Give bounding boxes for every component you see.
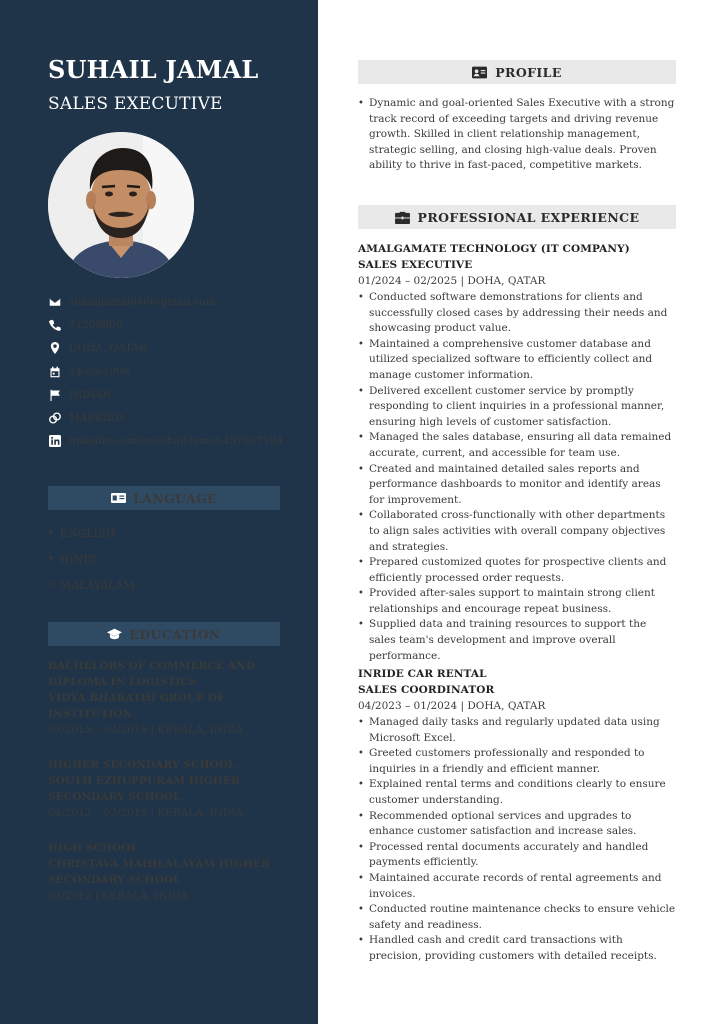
education-degree: BACHELORS OF COMMERCE AND <box>48 660 255 672</box>
profile-photo-image <box>48 132 194 278</box>
language-item: • MALAYALAM <box>48 572 135 598</box>
language-heading-text: LANGUAGE <box>132 490 218 506</box>
education-details: 03/2012 | KERALA, INDIA <box>48 890 188 902</box>
job-duty: • Recommended optional services and upgrades to enhance customer satisfaction and increase sales. <box>358 809 676 840</box>
profile-photo <box>48 132 194 278</box>
contact-nationality-text: INDIAN <box>69 388 112 401</box>
education-school: SOUTH EZHUPPURAM HIGHER <box>48 775 240 787</box>
education-degree-cont: DIPLOMA IN LOGISTICS <box>48 676 197 688</box>
linkedin-icon <box>48 434 62 448</box>
profile-summary-text: • Dynamic and goal-oriented Sales Executive with a strong track record of exceeding targets and driving revenue growth. Skilled in client relationship management, strategic selling, and closing high-value deals. Proven ability to thrive in fast-paced, competitive markets. <box>358 96 676 174</box>
candidate-title: SALES EXECUTIVE <box>48 94 223 114</box>
education-school: VIDYA BHARATHI GROUP OF <box>48 692 225 704</box>
graduation-cap-icon <box>107 628 122 640</box>
education-details: 07/2015 – 04/2018 | KERALA, INDIA <box>48 724 244 736</box>
envelope-icon <box>48 295 62 309</box>
experience-heading <box>358 205 676 229</box>
candidate-name: SUHAIL JAMAL <box>48 55 259 84</box>
education-school-cont: SECONDARY SCHOOL <box>48 874 181 886</box>
education-school: CHRISTAVA MAHILALAYAM HIGHER <box>48 858 270 870</box>
profile-summary <box>358 96 676 174</box>
experience-heading-text: PROFESSIONAL EXPERIENCE <box>417 209 640 225</box>
job-entry <box>358 241 676 664</box>
job-duties <box>358 715 676 965</box>
id-card-icon <box>472 66 487 79</box>
job-dates-location: 04/2023 – 01/2024 | DOHA, QATAR <box>358 700 546 712</box>
job-duty: • Conducted software demonstrations for clients and successfully closed cases by addressing their needs and showcasing product value. <box>358 290 676 337</box>
education-degree: HIGHER SECONDARY SCHOOL <box>48 759 236 771</box>
job-duty: • Prepared customized quotes for prospective clients and efficiently processed order requests. <box>358 555 676 586</box>
job-duty: • Processed rental documents accurately and handled payments efficiently. <box>358 840 676 871</box>
language-icon <box>111 492 126 504</box>
education-entry <box>48 840 288 904</box>
language-list <box>48 520 135 598</box>
job-duty: • Supplied data and training resources to support the sales team's development and improve overall performance. <box>358 617 676 664</box>
education-details: 04/2012 – 07/2015 | KERALA, INDIA <box>48 807 244 819</box>
job-duties <box>358 290 676 664</box>
language-item: • ENGLISH <box>48 520 135 546</box>
contact-phone[interactable] <box>48 313 288 336</box>
job-title: SALES EXECUTIVE <box>358 259 473 271</box>
job-duty: • Collaborated cross-functionally with other departments to align sales activities with overall company objectives and strategies. <box>358 508 676 555</box>
contact-email-text: suhailjamal040@gmail.com <box>69 295 216 308</box>
contact-phone-text: 71208809 <box>69 318 123 331</box>
job-duty: • Greeted customers professionally and responded to inquiries in a friendly and efficient manner. <box>358 746 676 777</box>
job-company: INRIDE CAR RENTAL <box>358 668 487 680</box>
calendar-icon <box>48 365 62 379</box>
contact-linkedin-text: linkedin.com/in/suhail-jamal-457527194 <box>69 435 283 448</box>
profile-heading-text: PROFILE <box>495 64 562 80</box>
job-entry <box>358 666 676 965</box>
education-heading <box>48 622 280 646</box>
job-duty: • Provided after-sales support to maintain strong client relationships and encourage repeat business. <box>358 586 676 617</box>
flag-icon <box>48 388 62 402</box>
rings-icon <box>48 411 62 425</box>
briefcase-icon <box>395 211 410 224</box>
job-duty: • Managed the sales database, ensuring all data remained accurate, current, and accessible for team use. <box>358 430 676 461</box>
job-duty: • Explained rental terms and conditions clearly to ensure customer understanding. <box>358 777 676 808</box>
language-heading <box>48 486 280 510</box>
contact-nationality <box>48 383 288 406</box>
contact-email[interactable] <box>48 290 288 313</box>
job-duty: • Handled cash and credit card transactions with precision, providing customers with detailed receipts. <box>358 933 676 964</box>
job-duty: • Delivered excellent customer service by promptly responding to client inquiries in a professional manner, ensuring high levels of customer satisfaction. <box>358 384 676 431</box>
education-heading-text: EDUCATION <box>129 626 221 642</box>
contact-location-text: DOHA, QATAR <box>69 342 147 355</box>
job-company: AMALGAMATE TECHNOLOGY (IT COMPANY) <box>358 243 630 255</box>
contact-marital-status-text: MARRIED <box>69 412 124 425</box>
job-duty: • Maintained accurate records of rental agreements and invoices. <box>358 871 676 902</box>
education-school-cont: SECONDARY SCHOOL <box>48 791 181 803</box>
profile-heading <box>358 60 676 84</box>
language-item: • HINDI <box>48 546 135 572</box>
phone-icon <box>48 318 62 332</box>
job-dates-location: 01/2024 – 02/2025 | DOHA, QATAR <box>358 275 546 287</box>
contact-marital-status <box>48 406 288 429</box>
education-degree: HIGH SCHOOL <box>48 842 139 854</box>
education-entry <box>48 757 288 821</box>
education-entry <box>48 658 288 738</box>
education-school-cont: INSTITUTION <box>48 708 133 720</box>
job-duty: • Created and maintained detailed sales reports and performance dashboards to monitor and identify areas for improvement. <box>358 462 676 509</box>
job-title: SALES COORDINATOR <box>358 684 495 696</box>
contact-list <box>48 290 288 453</box>
location-pin-icon <box>48 341 62 355</box>
contact-birthdate-text: 24-09-1996 <box>69 365 130 378</box>
job-duty: • Managed daily tasks and regularly updated data using Microsoft Excel. <box>358 715 676 746</box>
job-duty: • Conducted routine maintenance checks to ensure vehicle safety and readiness. <box>358 902 676 933</box>
contact-location <box>48 337 288 360</box>
job-duty: • Maintained a comprehensive customer database and utilized specialized software to efficiently collect and manage customer information. <box>358 337 676 384</box>
contact-birthdate <box>48 360 288 383</box>
contact-linkedin[interactable] <box>48 430 288 453</box>
